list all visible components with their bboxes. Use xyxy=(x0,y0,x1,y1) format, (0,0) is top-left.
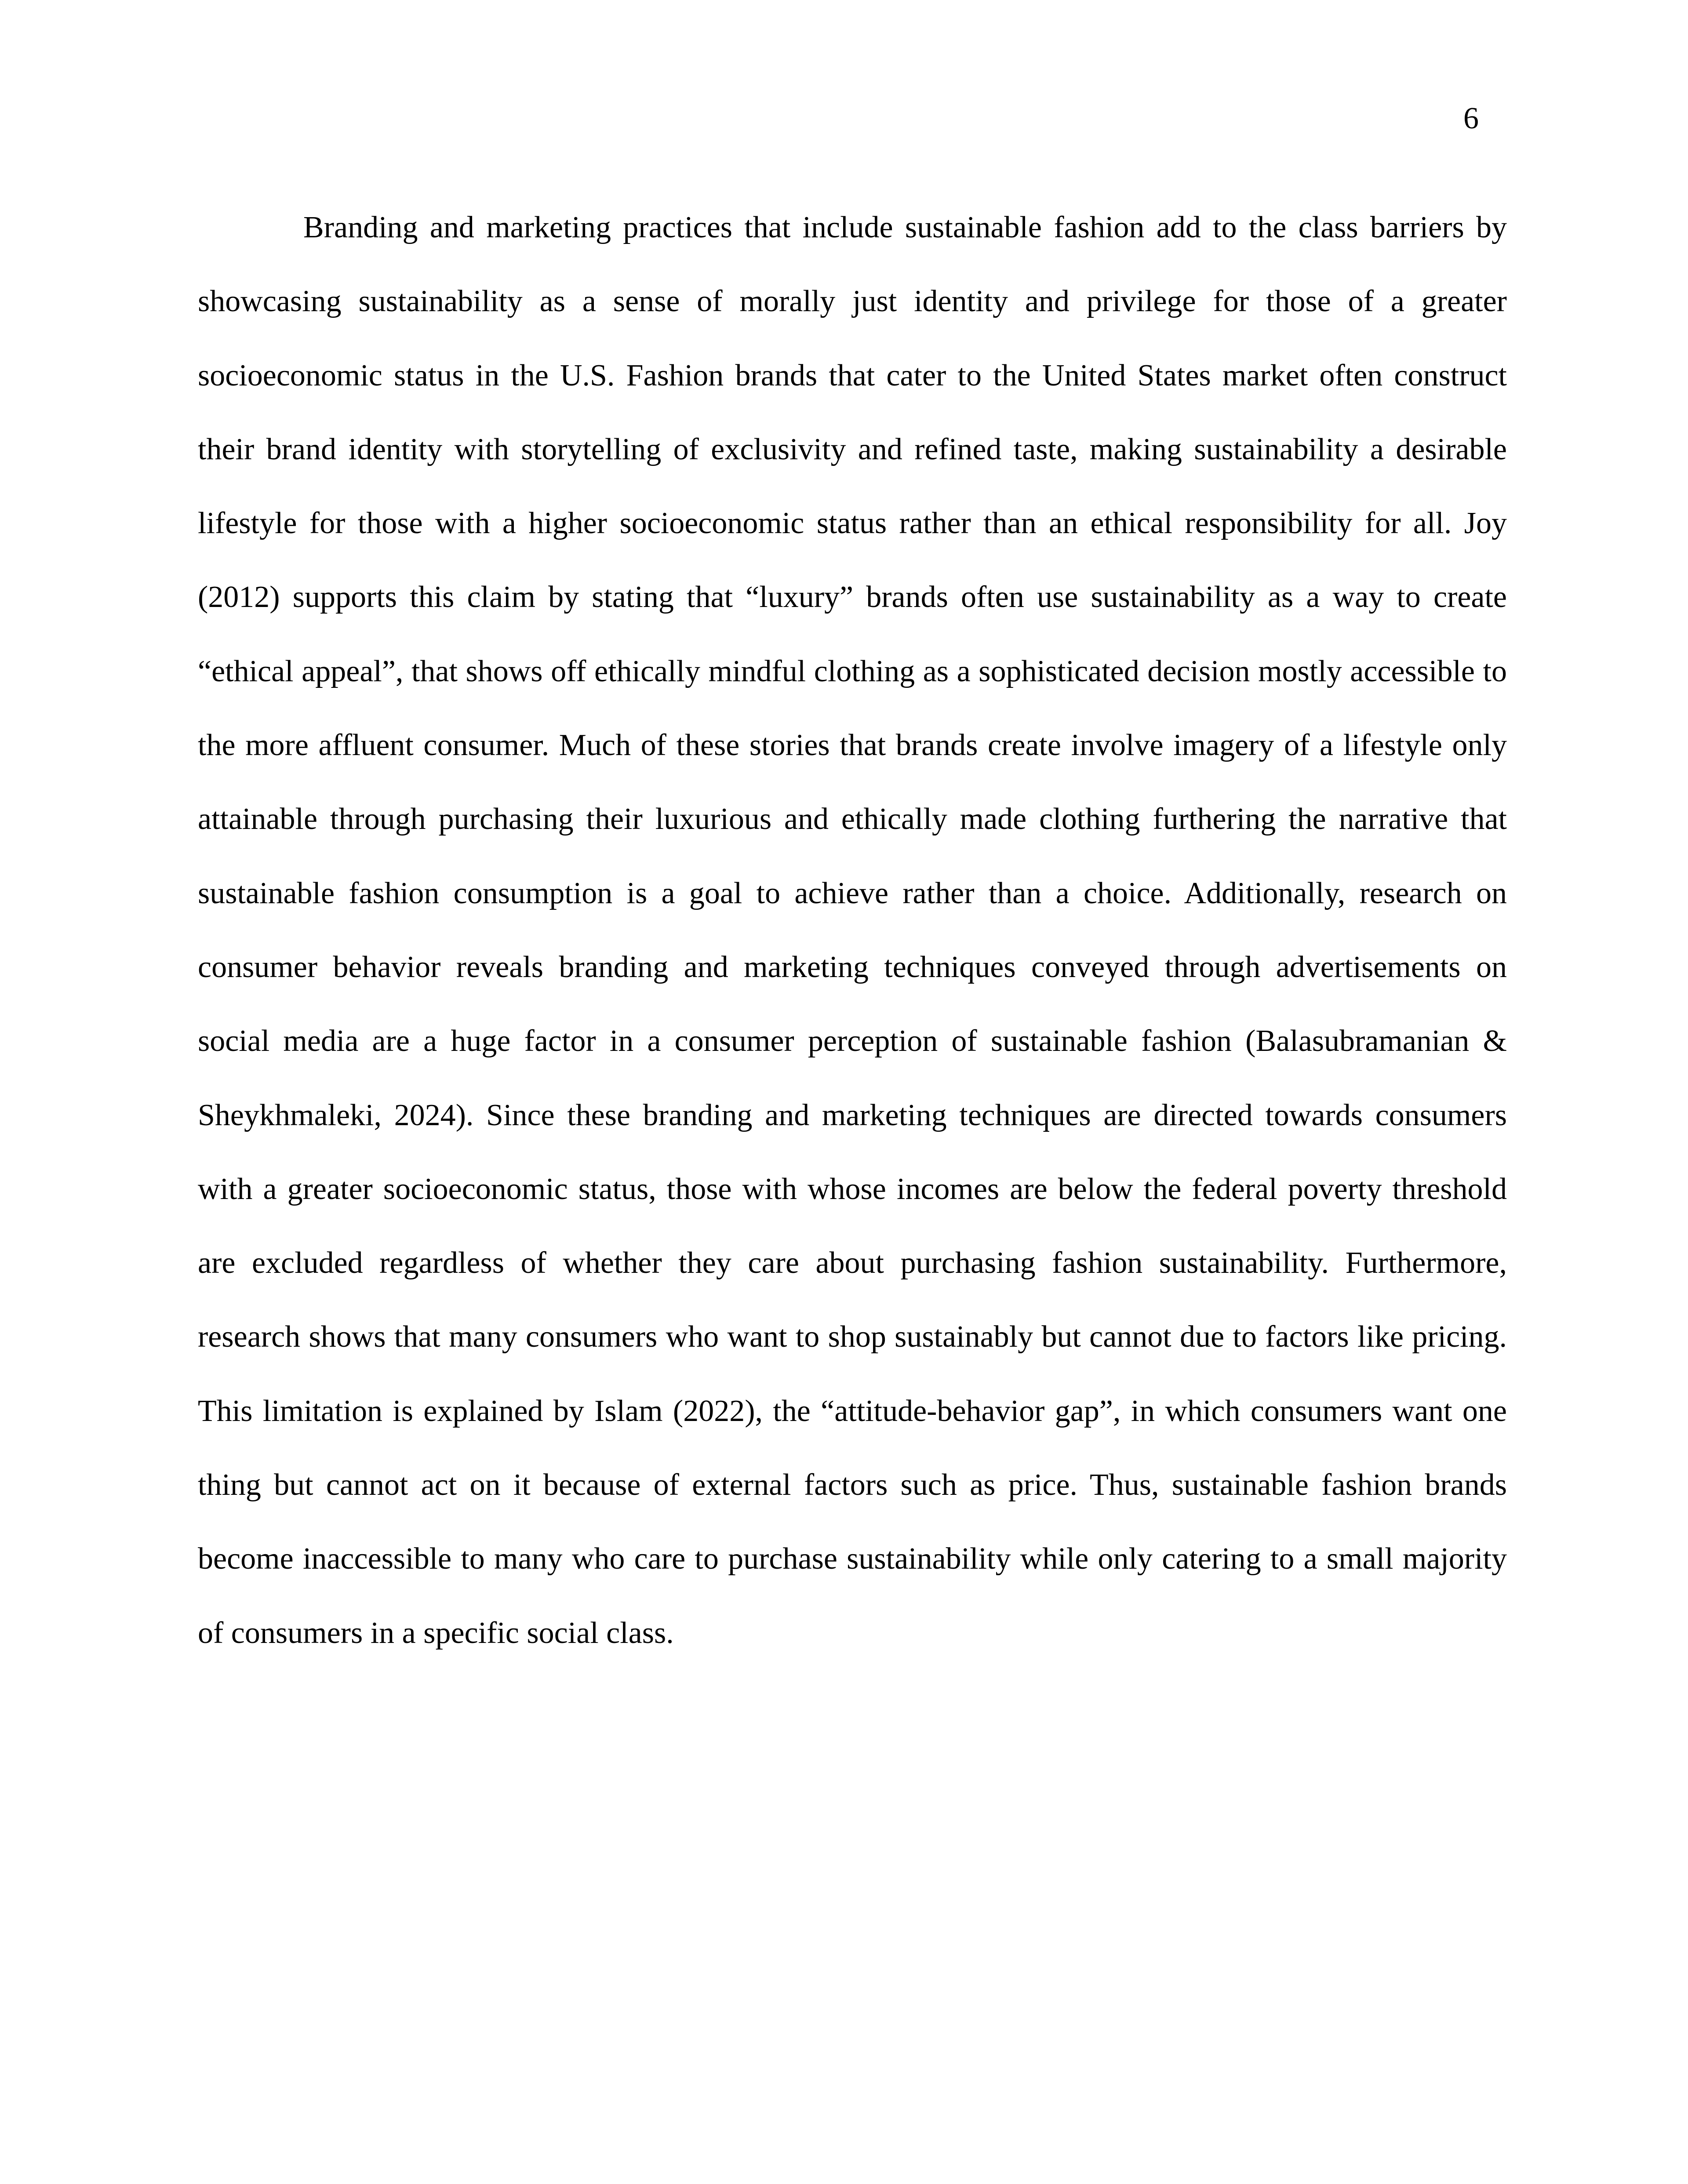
page-number: 6 xyxy=(1463,102,1479,135)
body-paragraph: Branding and marketing practices that include sustainable fashion add to the class barriers by showcasing sustainability as a sense of morally just identity and privilege for those of a greater socioeconomic status in the U.S. Fashion brands that cater to the United States market often construct their brand identity with storytelling of exclusivity and refined taste, making sustainability a desirable lifestyle for those with a higher socioeconomic status rather than an ethical responsibility for all. Joy (2012) supports this claim by stating that “luxury” brands often use sustainability as a way to create “ethical appeal”, that shows off ethically mindful clothing as a sophisticated decision mostly accessible to the more affluent consumer. Much of these stories that brands create involve imagery of a lifestyle only attainable through purchasing their luxurious and ethically made clothing furthering the narrative that sustainable fashion consumption is a goal to achieve rather than a choice. Additionally, research on consumer behavior reveals branding and marketing techniques conveyed through advertisements on social media are a huge factor in a consumer perception of sustainable fashion (Balasubramanian & Sheykhmaleki, 2024). Since these branding and marketing techniques are directed towards consumers with a greater socioeconomic status, those with whose incomes are below the federal poverty threshold are excluded regardless of whether they care about purchasing fashion sustainability. Furthermore, research shows that many consumers who want to shop sustainably but cannot due to factors like pricing. This limitation is explained by Islam (2022), the “attitude-behavior gap”, in which consumers want one thing but cannot act on it because of external factors such as price. Thus, sustainable fashion brands become inaccessible to many who care to purchase sustainability while only catering to a small majority of consumers in a specific social class. xyxy=(198,211,1507,1650)
